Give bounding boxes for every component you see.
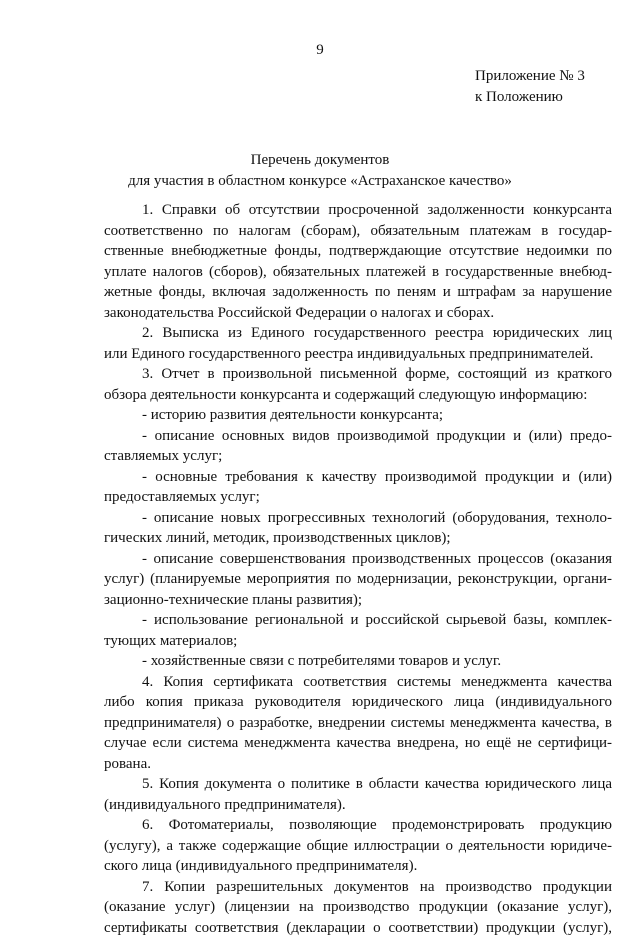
body-line: предоставляемых услуг; bbox=[104, 487, 612, 508]
body-line: - историю развития деятельности конкурсанта; bbox=[104, 405, 612, 426]
document-title bbox=[0, 150, 640, 192]
body-line: услуг) (планируемые мероприятия по модернизации, реконструкции, органи- bbox=[104, 569, 612, 590]
body-line: сертификаты соответствия (декларации о соответствии) продукции (услуг), bbox=[104, 918, 612, 938]
body-line: - хозяйственные связи с потребителями товаров и услуг. bbox=[104, 651, 612, 672]
appendix-line-1: Приложение № 3 bbox=[475, 66, 585, 87]
body-line: 3. Отчет в произвольной письменной форме, состоящий из краткого bbox=[104, 364, 612, 385]
body-line: ставляемых услуг; bbox=[104, 446, 612, 467]
body-line: (оказание услуг) (лицензии на производство продукции (оказание услуг), bbox=[104, 897, 612, 918]
body-line: (услугу), а также содержащие общие иллюстрации о деятельности юридиче- bbox=[104, 836, 612, 857]
body-line: законодательства Российской Федерации о налогах и сборах. bbox=[104, 303, 612, 324]
body-line: 1. Справки об отсутствии просроченной задолженности конкурсанта bbox=[104, 200, 612, 221]
document-body bbox=[104, 200, 612, 938]
body-line: (индивидуального предпринимателя). bbox=[104, 795, 612, 816]
body-line: 5. Копия документа о политике в области качества юридического лица bbox=[104, 774, 612, 795]
title-line-2: для участия в областном конкурсе «Астраханское качество» bbox=[0, 171, 640, 192]
body-line: - основные требования к качеству производимой продукции и (или) bbox=[104, 467, 612, 488]
body-line: случае если система менеджмента качества внедрена, но ещё не сертифици- bbox=[104, 733, 612, 754]
appendix-reference bbox=[475, 66, 585, 108]
body-line: - описание совершенствования производственных процессов (оказания bbox=[104, 549, 612, 570]
body-line: рована. bbox=[104, 754, 612, 775]
body-line: соответственно по налогам (сборам), обязательным платежам в государ- bbox=[104, 221, 612, 242]
title-line-1: Перечень документов bbox=[0, 150, 640, 171]
body-line: 6. Фотоматериалы, позволяющие продемонстрировать продукцию bbox=[104, 815, 612, 836]
body-line: обзора деятельности конкурсанта и содержащий следующую информацию: bbox=[104, 385, 612, 406]
body-line: - описание новых прогрессивных технологий (оборудования, техноло- bbox=[104, 508, 612, 529]
body-line: жетные фонды, включая задолженность по пеням и штрафам за нарушение bbox=[104, 282, 612, 303]
body-line: или Единого государственного реестра индивидуальных предпринимателей. bbox=[104, 344, 612, 365]
body-line: гических линий, методик, производственных циклов); bbox=[104, 528, 612, 549]
body-line: ственные внебюджетные фонды, подтверждающие отсутствие недоимки по bbox=[104, 241, 612, 262]
body-line: ского лица (индивидуального предпринимателя). bbox=[104, 856, 612, 877]
body-line: либо копия приказа руководителя юридического лица (индивидуального bbox=[104, 692, 612, 713]
body-line: 2. Выписка из Единого государственного реестра юридических лиц bbox=[104, 323, 612, 344]
body-line: - использование региональной и российской сырьевой базы, комплек- bbox=[104, 610, 612, 631]
body-line: уплате налогов (сборов), обязательных платежей в государственные внебюд- bbox=[104, 262, 612, 283]
body-line: 7. Копии разрешительных документов на производство продукции bbox=[104, 877, 612, 898]
appendix-line-2: к Положению bbox=[475, 87, 585, 108]
body-line: - описание основных видов производимой продукции и (или) предо- bbox=[104, 426, 612, 447]
body-line: 4. Копия сертификата соответствия системы менеджмента качества bbox=[104, 672, 612, 693]
body-line: зационно-технические планы развития); bbox=[104, 590, 612, 611]
body-line: предпринимателя) о разработке, внедрении системы менеджмента качества, в bbox=[104, 713, 612, 734]
page-number: 9 bbox=[0, 42, 640, 59]
body-line: тующих материалов; bbox=[104, 631, 612, 652]
